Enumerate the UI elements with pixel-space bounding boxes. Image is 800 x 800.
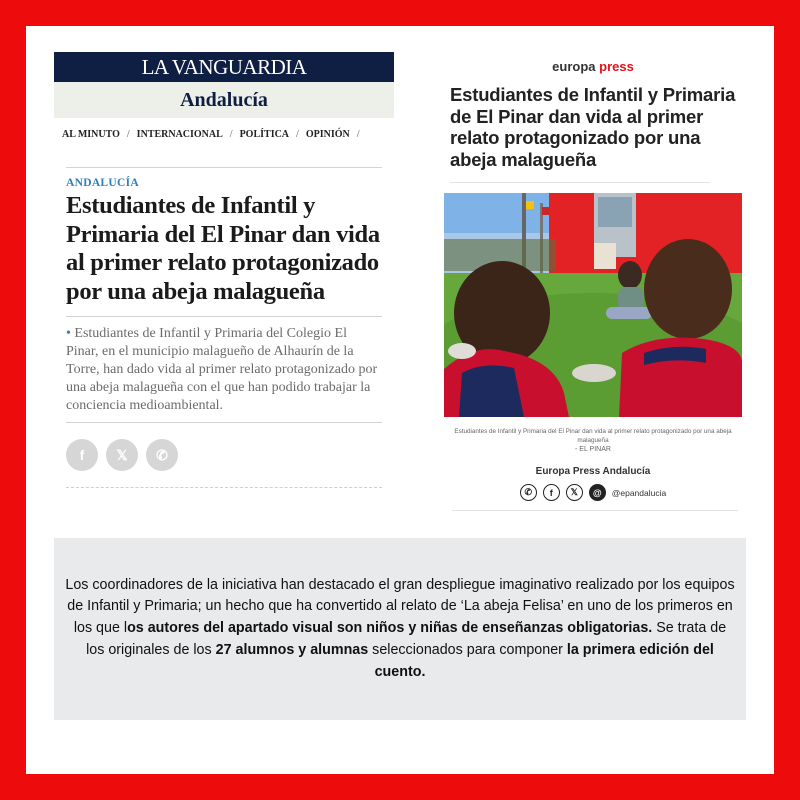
facebook-icon: f (549, 487, 553, 498)
nav-separator: / (356, 128, 360, 140)
section-title[interactable]: Andalucía (54, 82, 394, 118)
nav-item-al-minuto[interactable]: AL MINUTO (62, 128, 120, 140)
quote-box (54, 538, 746, 720)
quote-part: Se trata de los originales de los (86, 620, 727, 658)
nav-separator: / (296, 128, 299, 140)
article-summary (66, 325, 380, 415)
whatsapp-link[interactable] (520, 484, 537, 501)
facebook-icon: f (79, 447, 85, 463)
divider (450, 182, 710, 183)
x-icon: 𝕏 (570, 487, 578, 497)
dashed-divider (66, 487, 382, 488)
nav-separator: / (126, 128, 130, 140)
whatsapp-share-button[interactable] (146, 439, 178, 471)
nav-item-politica[interactable]: POLÍTICA (239, 128, 290, 140)
article-headline: Estudiantes de Infantil y Primaria del El Pinar dan vida al primer relato protagonizado por una abeja malagueña (66, 192, 380, 305)
photo-caption: Estudiantes de Infantil y Primaria del El Pinar dan vida al primer relato protagonizado por una abeja malagueña (454, 428, 732, 444)
article-photo-image (444, 193, 742, 417)
divider (452, 510, 738, 511)
lavanguardia-clipping (54, 52, 394, 488)
social-handle[interactable]: @epandalucia (611, 487, 667, 498)
whatsapp-icon: ✆ (524, 487, 533, 497)
x-link[interactable] (566, 484, 583, 501)
divider (66, 316, 382, 317)
europapress-clipping (444, 52, 742, 511)
account-name[interactable]: Europa Press Andalucía (535, 466, 651, 477)
article-kicker[interactable]: ANDALUCÍA (66, 177, 139, 189)
article-photo[interactable] (444, 193, 742, 417)
quote-bold: os autores del apartado visual son niños y niñas de enseñanzas obligatorias. (127, 620, 653, 637)
nav-item-internacional[interactable]: INTERNACIONAL (136, 128, 223, 140)
post-card (26, 26, 774, 774)
article-headline: Estudiantes de Infantil y Primaria de El Pinar dan vida al primer relato protagonizado por una abeja malagueña (450, 84, 736, 170)
divider (66, 167, 382, 168)
quote-part: Los coordinadores de la iniciativa han destacado el gran despliegue imaginativo realizado por los equipos de Infantil y Primaria; un hecho que ha convertido al relato de ‘La abeja Felisa’ en uno de los primeros en los que l (65, 576, 735, 637)
whatsapp-icon: ✆ (156, 446, 168, 463)
threads-icon: @ (592, 487, 602, 498)
nav-item-opinion[interactable]: OPINIÓN (305, 128, 350, 140)
logo-press: press (599, 59, 634, 74)
x-share-button[interactable] (106, 439, 138, 471)
europapress-logo[interactable] (444, 59, 742, 74)
quote-part: seleccionados para componer (368, 641, 567, 658)
quote-text (64, 575, 736, 684)
logo-europa: europa (552, 59, 596, 74)
divider (66, 422, 382, 423)
quote-bold: 27 alumnos y alumnas (215, 641, 369, 658)
photo-credit: - EL PINAR (575, 446, 611, 453)
top-nav (54, 127, 394, 141)
quote-bold: la primera edición del cuento. (374, 641, 714, 680)
summary-text: Estudiantes de Infantil y Primaria del Colegio El Pinar, en el municipio malagueño de Alhaurín de la Torre, han dado vida al primer relato protagonizado por una abeja malagueña con el que han podido trabajar la conciencia medioambiental. (66, 326, 378, 413)
x-icon: 𝕏 (116, 446, 128, 463)
facebook-link[interactable] (543, 484, 560, 501)
facebook-share-button[interactable] (66, 439, 98, 471)
nav-separator: / (229, 128, 233, 140)
lavanguardia-logo[interactable]: LA VANGUARDIA (54, 52, 394, 82)
threads-link[interactable] (589, 484, 606, 501)
social-links (444, 484, 742, 501)
bullet-icon: • (66, 326, 71, 341)
share-bar (66, 439, 394, 471)
